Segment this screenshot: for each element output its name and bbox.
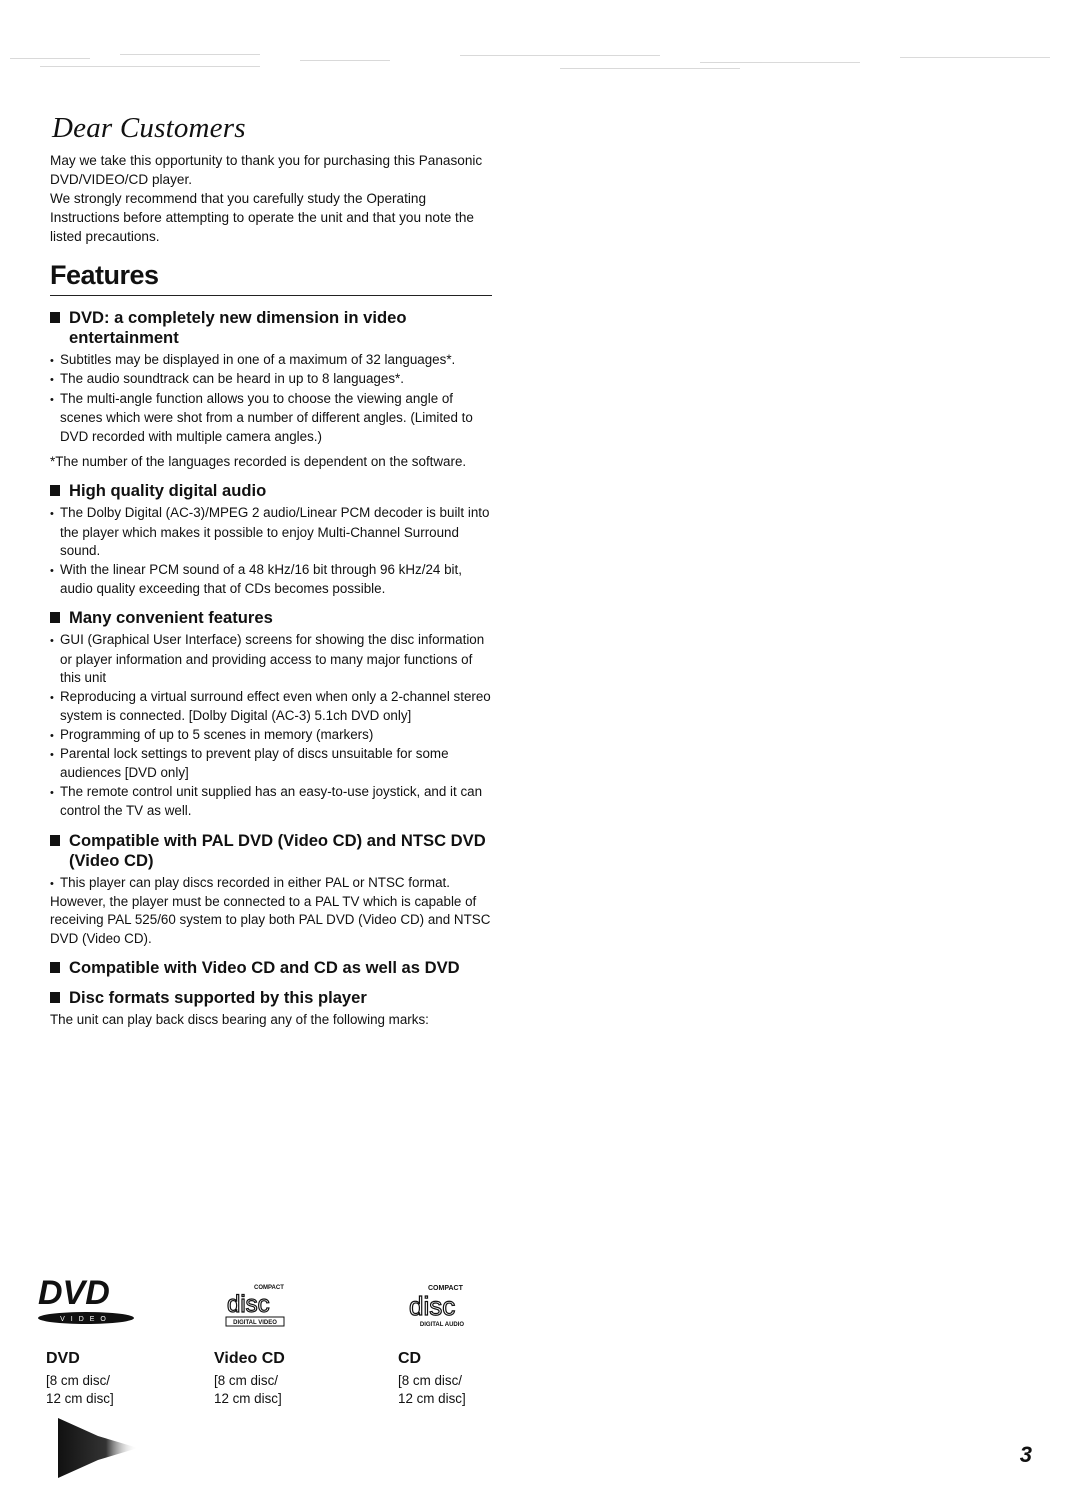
- main-column: [50, 112, 492, 1030]
- mark-label-video-cd: Video CD: [214, 1350, 285, 1367]
- mark-size-line: 12 cm disc]: [398, 1391, 466, 1406]
- section-heading-text: Compatible with Video CD and CD as well as DVD: [69, 958, 460, 978]
- mark-size-line: [8 cm disc/: [46, 1373, 110, 1388]
- dear-customers-title: Dear Customers: [52, 112, 246, 144]
- features-title: Features: [50, 260, 492, 296]
- list-item: • The multi-angle function allows you to choose the viewing angle of scenes which were shot from a number of different angles. (Limited to DVD recorded with multiple camera angles.): [50, 390, 492, 446]
- section-paragraph: The unit can play back discs bearing any of the following marks:: [50, 1012, 429, 1028]
- list-item: • Programming of up to 5 scenes in memory (markers): [50, 726, 492, 745]
- scan-noise-band: [0, 40, 1080, 80]
- list-item: • The Dolby Digital (AC-3)/MPEG 2 audio/Linear PCM decoder is built into the player which makes it possible to enjoy Multi-Channel Surround sound.: [50, 504, 492, 560]
- mark-size-line: [8 cm disc/: [398, 1373, 462, 1388]
- feature-section-vcd-cd: [50, 958, 492, 978]
- list-item: • The audio soundtrack can be heard in up to 8 languages*.: [50, 370, 492, 389]
- feature-section-convenient: [50, 608, 492, 820]
- section-heading: [50, 608, 492, 628]
- list-item: • Parental lock settings to prevent play of discs unsuitable for some audiences [DVD only]: [50, 745, 492, 783]
- svg-text:DIGITAL VIDEO: DIGITAL VIDEO: [233, 1320, 277, 1326]
- feature-section-disc-formats: [50, 988, 492, 1029]
- svg-text:DVD: DVD: [38, 1274, 110, 1312]
- list-item: • GUI (Graphical User Interface) screens for showing the disc information or player information and providing access to many major functions of this unit: [50, 631, 492, 687]
- feature-section-dvd: [50, 308, 492, 471]
- section-paragraph: However, the player must be connected to a PAL TV which is capable of receiving PAL 525/60 system to play both PAL DVD (Video CD) and NTSC DVD (Video CD).: [50, 893, 491, 946]
- mark-size-line: 12 cm disc]: [214, 1391, 282, 1406]
- svg-text:disc: disc: [227, 1291, 270, 1318]
- section-heading: [50, 308, 492, 348]
- section-heading-text: High quality digital audio: [69, 481, 267, 501]
- svg-text:VIDEO: VIDEO: [60, 1316, 112, 1323]
- section-heading: [50, 988, 492, 1008]
- mark-size-video-cd: [214, 1372, 282, 1408]
- section-heading: [50, 481, 492, 501]
- square-bullet-icon: [50, 992, 60, 1003]
- square-bullet-icon: [50, 485, 60, 496]
- mark-size-cd: [398, 1372, 466, 1408]
- dvd-video-logo-icon: [36, 1272, 136, 1328]
- intro-paragraph-2: We strongly recommend that you carefully study the Operating Instructions before attempting to operate the unit and that you note the listed precautions.: [50, 191, 474, 244]
- section-heading: [50, 831, 492, 871]
- svg-text:COMPACT: COMPACT: [254, 1285, 284, 1291]
- mark-size-dvd: [46, 1372, 114, 1408]
- feature-section-audio: [50, 481, 492, 598]
- feature-section-pal-ntsc: [50, 831, 492, 949]
- square-bullet-icon: [50, 312, 60, 323]
- list-item: • Reproducing a virtual surround effect even when only a 2-channel stereo system is connected. [Dolby Digital (AC-3) 5.1ch DVD only]: [50, 688, 492, 726]
- square-bullet-icon: [50, 962, 60, 973]
- mark-label-dvd: DVD: [46, 1350, 80, 1367]
- svg-text:DIGITAL AUDIO: DIGITAL AUDIO: [419, 1322, 465, 1328]
- section-heading: [50, 958, 492, 978]
- section-heading-text: DVD: a completely new dimension in video entertainment: [69, 308, 407, 347]
- svg-text:COMPACT: COMPACT: [428, 1285, 463, 1292]
- list-item: • This player can play discs recorded in either PAL or NTSC format.: [50, 874, 492, 893]
- square-bullet-icon: [50, 612, 60, 623]
- compact-disc-digital-audio-logo-icon: [406, 1282, 478, 1328]
- page-corner-tab-icon: [58, 1418, 148, 1478]
- disc-marks: [36, 1272, 496, 1422]
- list-item: • With the linear PCM sound of a 48 kHz/16 bit through 96 kHz/24 bit, audio quality exceeding that of CDs becomes possible.: [50, 561, 492, 599]
- section-heading-text: Many convenient features: [69, 608, 273, 628]
- section-heading-text: Compatible with PAL DVD (Video CD) and NTSC DVD (Video CD): [69, 830, 486, 870]
- svg-text:disc: disc: [409, 1291, 456, 1321]
- square-bullet-icon: [50, 835, 60, 846]
- compact-disc-digital-video-logo-icon: [224, 1282, 288, 1328]
- page-number: 3: [1019, 1442, 1032, 1467]
- list-item: • The remote control unit supplied has an easy-to-use joystick, and it can control the TV as well.: [50, 783, 492, 821]
- list-item: • Subtitles may be displayed in one of a maximum of 32 languages*.: [50, 351, 492, 370]
- mark-label-cd: CD: [398, 1350, 422, 1367]
- mark-size-line: 12 cm disc]: [46, 1391, 114, 1406]
- footnote: *The number of the languages recorded is dependent on the software.: [50, 454, 467, 470]
- section-heading-text: Disc formats supported by this player: [69, 988, 367, 1008]
- mark-size-line: [8 cm disc/: [214, 1373, 278, 1388]
- intro-paragraph-1: May we take this opportunity to thank you for purchasing this Panasonic DVD/VIDEO/CD player.: [50, 153, 483, 187]
